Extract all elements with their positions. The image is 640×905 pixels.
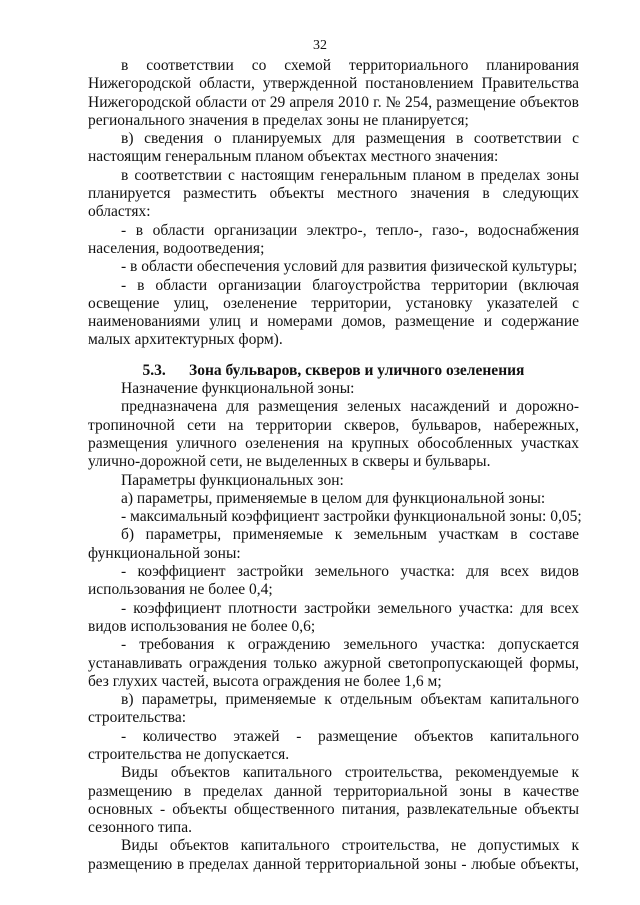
paragraph-line: в) сведения о планируемых для размещения в соответствии с: [121, 130, 579, 148]
section-heading: [88, 362, 579, 380]
paragraph-line: Нижегородской области от 29 апреля 2010 г. № 254, размещение объектов: [88, 93, 579, 111]
paragraph-line: регионального значения в пределах зоны не планируется;: [88, 111, 469, 129]
list-item-line: наименованиями улиц и номерами домов, размещение и содержание: [88, 313, 579, 331]
paragraph-line: Виды объектов капитального строительства, не допустимых к: [121, 837, 579, 855]
list-item-line: - коэффициент плотности застройки земельного участка: для всех: [121, 599, 579, 617]
paragraph-line: Назначение функциональной зоны:: [121, 380, 355, 398]
paragraph-line: основных - объекты общественного питания, развлекательные объекты: [88, 800, 579, 818]
paragraph-line: б) параметры, применяемые к земельным участкам в составе: [121, 526, 579, 544]
list-item-line: - количество этажей - размещение объектов капитального: [121, 727, 579, 745]
list-item-line: без глухих частей, высота ограждения не более 1,6 м;: [88, 672, 442, 690]
list-item-line: строительства не допускается.: [88, 745, 290, 763]
paragraph-line: размещения уличного озеленения на крупных обособленных участках: [88, 434, 579, 452]
list-item-line: освещение улиц, озеленение территории, установку указателей с: [88, 294, 579, 312]
list-item-line: использования не более 0,4;: [88, 581, 273, 599]
paragraph-line: функциональной зоны:: [88, 544, 241, 562]
list-item-line: малых архитектурных форм).: [88, 331, 283, 349]
paragraph-line: размещению в пределах данной территориальной зоны в качестве: [88, 782, 579, 800]
paragraph-line: настоящим генеральным планом объектах местного значения:: [88, 148, 499, 166]
list-item-line: - в области организации электро-, тепло-, газо-, водоснабжения: [121, 221, 579, 239]
paragraph-line: предназначена для размещения зеленых насаждений и дорожно-: [121, 398, 579, 416]
paragraph-line: строительства:: [88, 709, 187, 727]
paragraph-line: в) параметры, применяемые к отдельным объектам капитального: [121, 691, 579, 709]
list-item-line: - максимальный коэффициент застройки функциональной зоны: 0,05;: [121, 508, 582, 526]
section-number: 5.3.: [142, 361, 166, 379]
page-number: 32: [313, 38, 327, 53]
document-body: [88, 57, 582, 874]
list-item-line: - в области обеспечения условий для развития физической культуры;: [121, 258, 578, 276]
list-item-line: видов использования не более 0,6;: [88, 617, 316, 635]
paragraph-line: в соответствии с настоящим генеральным планом в пределах зоны: [121, 166, 579, 184]
paragraph-line: тропиночной сети на территории скверов, бульваров, набережных,: [88, 416, 579, 434]
list-item-line: - в области организации благоустройства территории (включая: [121, 276, 579, 294]
paragraph-line: а) параметры, применяемые в целом для функциональной зоны:: [121, 489, 546, 507]
paragraph-line: размещению в пределах данной территориальной зоны - любые объекты,: [88, 855, 579, 873]
paragraph-line: в соответствии со схемой территориального планирования: [121, 57, 579, 74]
paragraph-line: сезонного типа.: [88, 819, 192, 837]
list-item-line: - требования к ограждению земельного участка: допускается: [121, 636, 579, 654]
paragraph-line: Параметры функциональных зон:: [121, 471, 344, 489]
paragraph-line: областях:: [88, 203, 151, 221]
section-title: Зона бульваров, скверов и уличного озеленения: [189, 361, 525, 379]
paragraph-line: Нижегородской области, утвержденной постановлением Правительства: [88, 75, 579, 93]
list-item-line: - коэффициент застройки земельного участка: для всех видов: [121, 563, 579, 581]
paragraph-line: улично-дорожной сети, не выделенных в скверы и бульвары.: [88, 453, 491, 471]
paragraph-line: планируется разместить объекты местного значения в следующих: [88, 185, 579, 203]
list-item-line: населения, водоотведения;: [88, 239, 265, 257]
list-item-line: устанавливать ограждения только ажурной светопропускающей формы,: [88, 654, 579, 672]
paragraph-line: Виды объектов капитального строительства, рекомендуемые к: [121, 764, 579, 782]
